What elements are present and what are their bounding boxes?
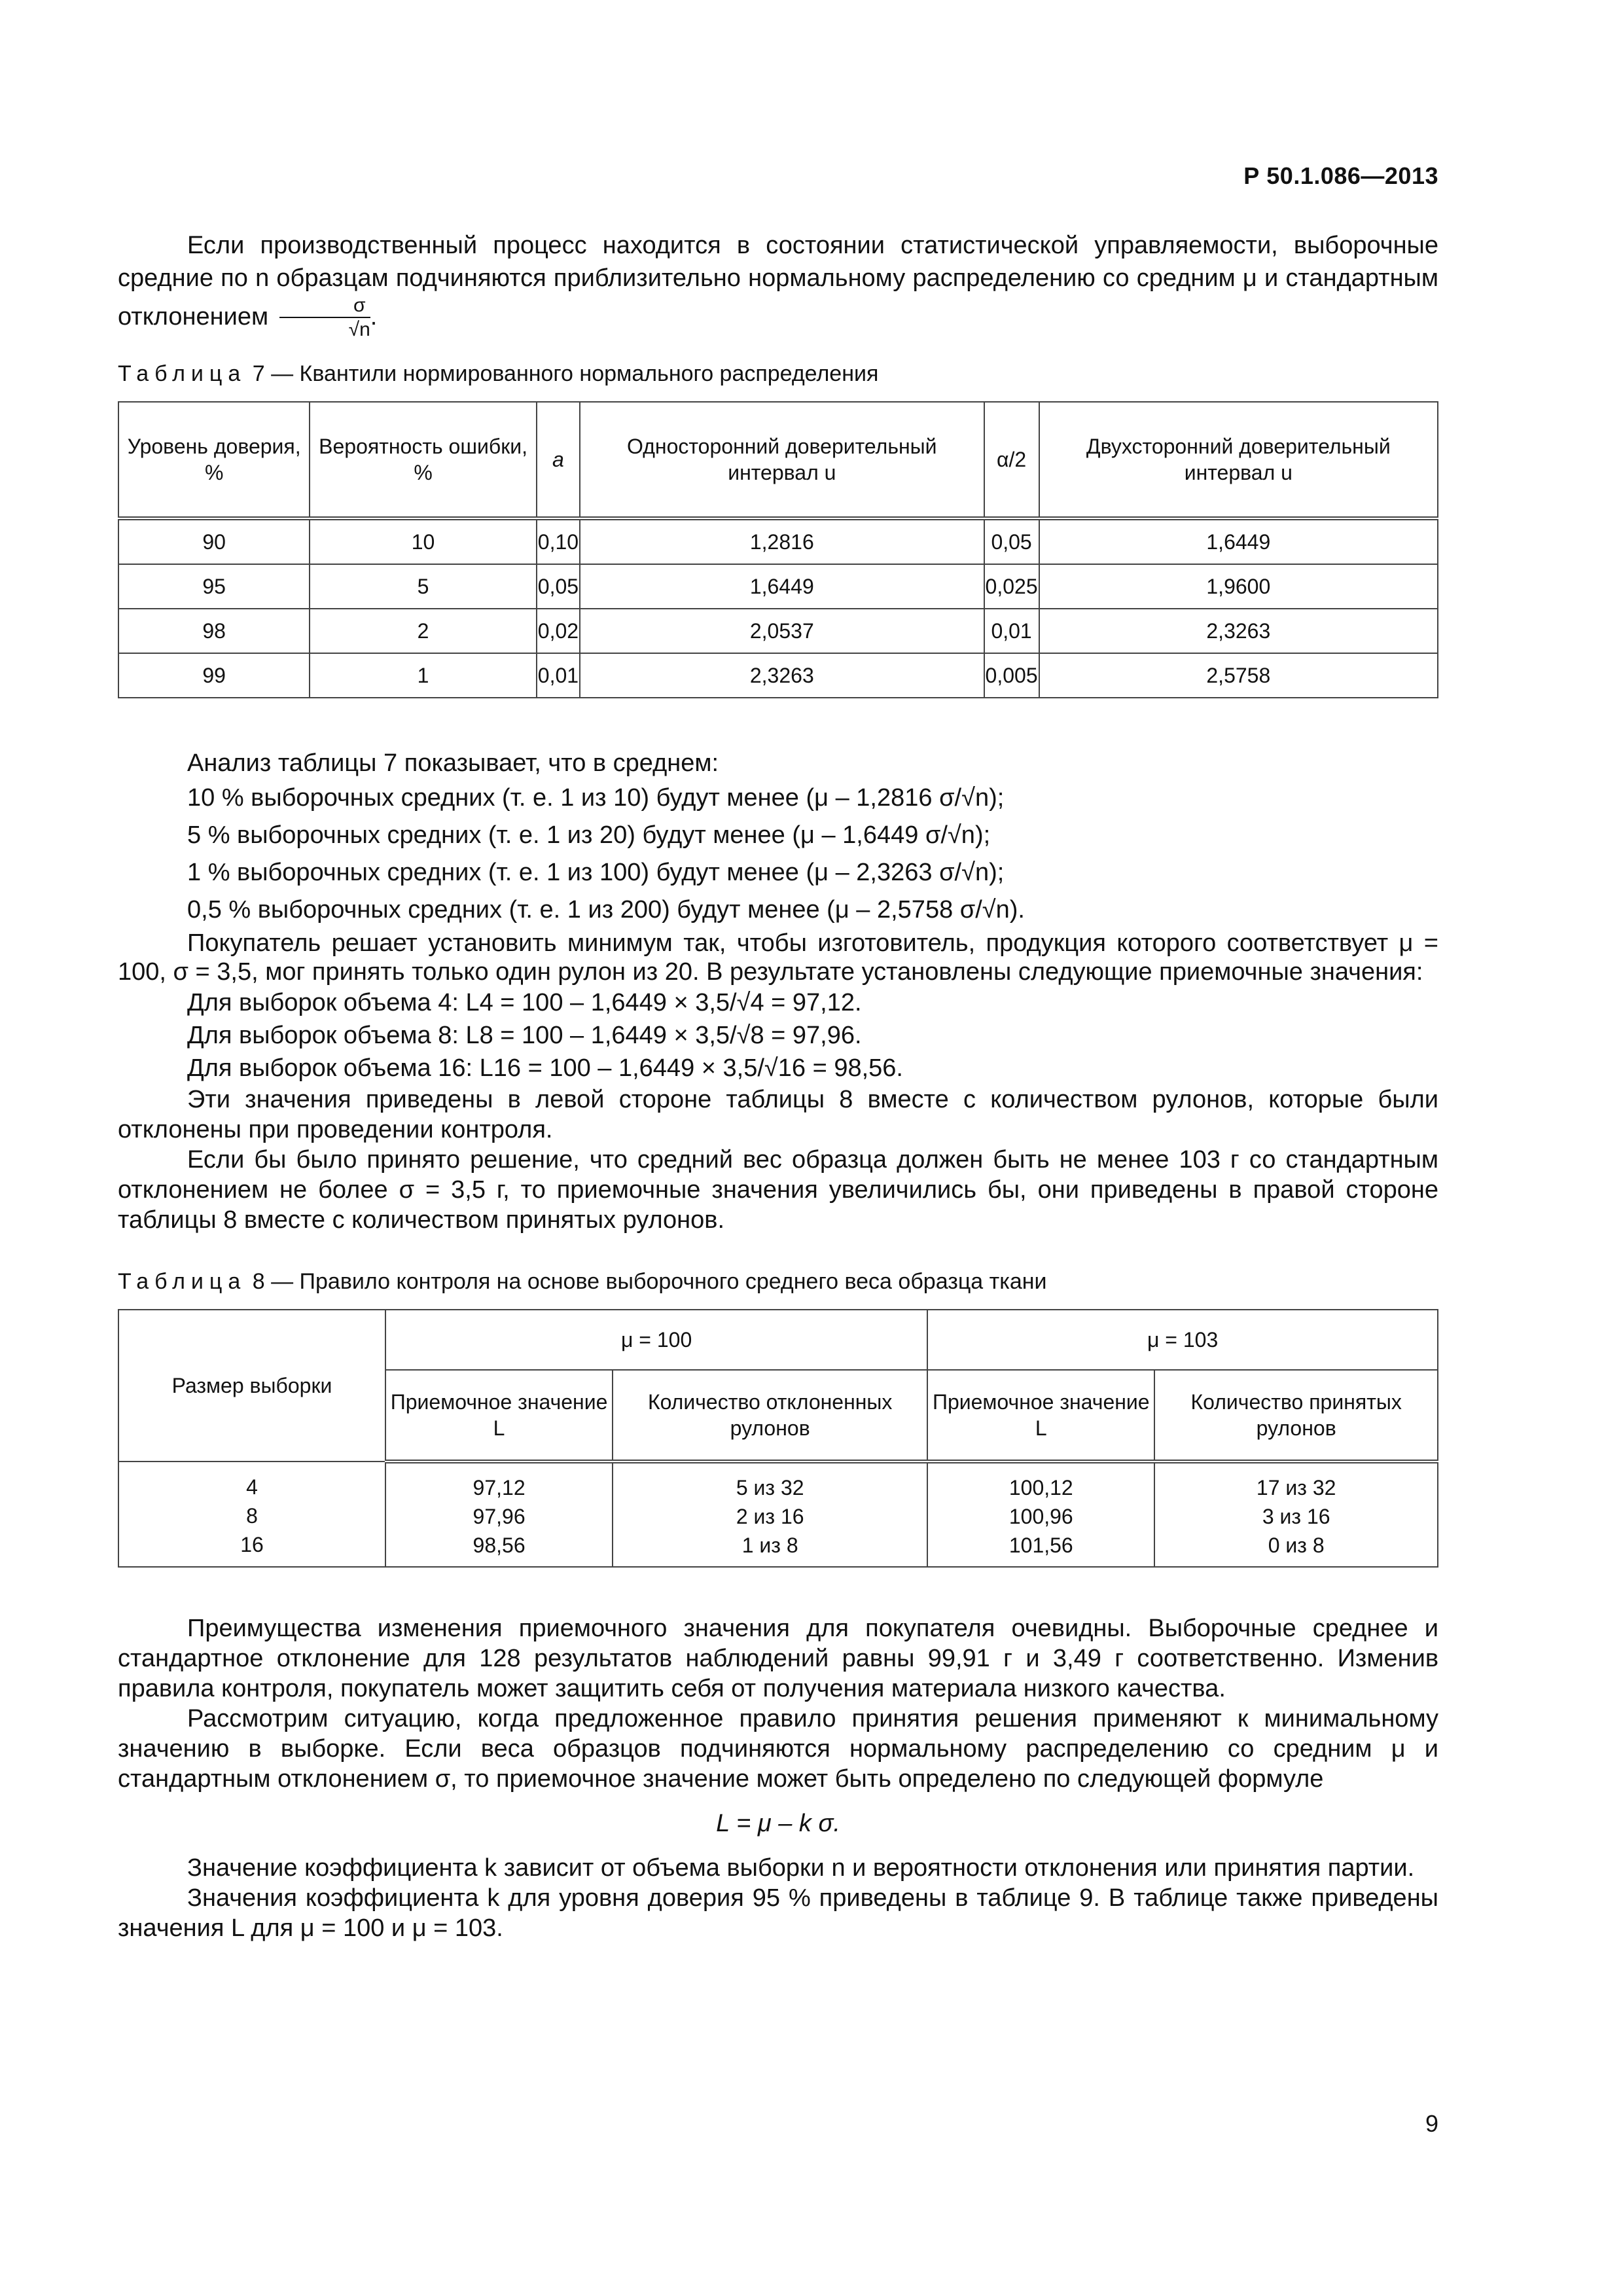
min-value-paragraph: Рассмотрим ситуацию, когда предложенное правило принятия решения применяют к минимальному значению в выборке. Если веса образцов подчиняются нормальному распределению со средним μ и стандартным отклонением σ, то приемочное значение может быть определено по следующей формуле xyxy=(118,1705,1438,1793)
table7-header-1: Вероятность ошибки, % xyxy=(310,402,536,518)
table-8 xyxy=(118,1309,1438,1568)
table9-ref-paragraph: Значения коэффициента k для уровня доверия 95 % приведены в таблице 9. В таблице также приведены значения L для μ = 100 и μ = 103. xyxy=(118,1884,1438,1942)
table-cell: 97,96 xyxy=(473,1505,526,1528)
table-cell: 98,56 xyxy=(473,1534,526,1557)
analysis-line: 10 % выборочных средних (т. е. 1 из 10) будут менее (μ – 1,2816 σ/√n); xyxy=(187,784,1005,812)
table-cell: 0,005 xyxy=(984,653,1039,698)
table-cell: 99 xyxy=(118,653,310,698)
sample-size-line: Для выборок объема 8: L8 = 100 – 1,6449 × 3,5/√8 = 97,96. xyxy=(187,1022,862,1049)
coef-paragraph: Значение коэффициента k зависит от объема выборки n и вероятности отклонения или принятия партии. xyxy=(187,1854,1415,1882)
sigma-over-root-n: $\frac{\sigma}{√n}$ xyxy=(279,295,370,342)
buyer-paragraph: Покупатель решает установить минимум так, чтобы изготовитель, продукция которого соответствует μ = 100, σ = 3,5, мог принять только один рулон из 20. В результате установлены следующие приемочные значения: xyxy=(118,929,1438,986)
analysis-line: 5 % выборочных средних (т. е. 1 из 20) будут менее (μ – 1,6449 σ/√n); xyxy=(187,821,991,849)
table-cell: 98 xyxy=(118,609,310,653)
sample-size-line: Для выборок объема 4: L4 = 100 – 1,6449 × 3,5/√4 = 97,12. xyxy=(187,989,862,1016)
analysis-line: 1 % выборочных средних (т. е. 1 из 100) будут менее (μ – 2,3263 σ/√n); xyxy=(187,859,1005,886)
table-cell: 10 xyxy=(310,518,536,564)
table7-header-5: Двухсторонний доверительный интервал u xyxy=(1039,402,1438,518)
table-cell: 2 xyxy=(310,609,536,653)
col-sample-size: Размер выборки xyxy=(118,1310,385,1462)
analysis-intro: Анализ таблицы 7 показывает, что в среднем: xyxy=(187,749,719,777)
group-mu-103: μ = 103 xyxy=(927,1310,1438,1370)
table-cell: 97,12 xyxy=(473,1476,526,1499)
table-row xyxy=(118,653,1438,698)
table-cell: 0,10 xyxy=(537,518,580,564)
table7-header-0: Уровень доверия, % xyxy=(118,402,310,518)
table-cell: 1,6449 xyxy=(580,564,984,609)
table-cell: 4 xyxy=(246,1475,258,1499)
table-row xyxy=(118,518,1438,564)
table-cell: 2,5758 xyxy=(1039,653,1438,698)
table-cell: 2 из 16 xyxy=(736,1505,804,1528)
table-row xyxy=(118,564,1438,609)
table8-subheader-2: Приемочное значение L xyxy=(927,1370,1154,1462)
doc-number: Р 50.1.086—2013 xyxy=(1243,162,1438,189)
table8-column-4 xyxy=(1154,1462,1438,1567)
table7-header-4: α/2 xyxy=(984,402,1039,518)
table-cell: 0,05 xyxy=(984,518,1039,564)
table-cell: 95 xyxy=(118,564,310,609)
page-content xyxy=(118,229,1438,1943)
table-row xyxy=(118,609,1438,653)
table-cell: 101,56 xyxy=(1008,1534,1073,1557)
table-cell: 0,01 xyxy=(984,609,1039,653)
sample-size-line: Для выборок объема 16: L16 = 100 – 1,6449 × 3,5/√16 = 98,56. xyxy=(187,1054,903,1082)
table7-header-3: Односторонний доверительный интервал u xyxy=(580,402,984,518)
group-mu-100: μ = 100 xyxy=(385,1310,927,1370)
table-7 xyxy=(118,401,1438,698)
analysis-line: 0,5 % выборочных средних (т. е. 1 из 200) будут менее (μ – 2,5758 σ/√n). xyxy=(187,896,1025,924)
page-number: 9 xyxy=(1425,2110,1438,2137)
table-cell: 5 xyxy=(310,564,536,609)
table8-caption: Таблица 8 — Правило контроля на основе выборочного среднего веса образца ткани xyxy=(118,1269,1047,1294)
table-cell: 100,12 xyxy=(1008,1476,1073,1499)
table8-column-0 xyxy=(118,1462,385,1567)
table-cell: 1 из 8 xyxy=(741,1534,798,1557)
table8-subheader-1: Количество отклоненных рулонов xyxy=(613,1370,927,1462)
table-cell: 17 из 32 xyxy=(1256,1476,1336,1499)
advantages-paragraph: Преимущества изменения приемочного значения для покупателя очевидны. Выборочные среднее и стандартное отклонение для 128 результатов наблюдений равны 99,91 г и 3,49 г соответственно. Изменив правила контроля, покупатель может защитить себя от получения материала низкого качества. xyxy=(118,1615,1438,1702)
table-cell: 1,9600 xyxy=(1039,564,1438,609)
table-cell: 1,2816 xyxy=(580,518,984,564)
intro-text: Если производственный процесс находится в состоянии статистической управляемости, выборочные средние по n образцам подчиняются приблизительно нормальному распределению со средним μ и стандартным отклонением xyxy=(118,232,1438,331)
table8-subheader-0: Приемочное значение L xyxy=(385,1370,613,1462)
table-cell: 5 из 32 xyxy=(736,1476,804,1499)
table8-column-3 xyxy=(927,1462,1154,1567)
formula: L = μ – k σ. xyxy=(716,1810,840,1837)
table8-column-1 xyxy=(385,1462,613,1567)
table8-column-2 xyxy=(613,1462,927,1567)
table-cell: 0,025 xyxy=(984,564,1039,609)
table7-caption: Таблица 7 — Квантили нормированного нормального распределения xyxy=(118,361,879,386)
intro-paragraph: Если производственный процесс находится в состоянии статистической управляемости, выборочные средние по n образцам подчиняются приблизительно нормальному распределению со средним μ и стандартным отклонением $\frac{\sigma}{√n}$ . xyxy=(118,232,1438,340)
table7-header-2: a xyxy=(537,402,580,518)
table-cell: 100,96 xyxy=(1008,1505,1073,1528)
table-cell: 1,6449 xyxy=(1039,518,1438,564)
table-cell: 0,01 xyxy=(537,653,580,698)
table-cell: 2,3263 xyxy=(580,653,984,698)
left-side-paragraph: Эти значения приведены в левой стороне таблицы 8 вместе с количеством рулонов, которые были отклонены при проведении контроля. xyxy=(118,1086,1438,1143)
table-cell: 0,02 xyxy=(537,609,580,653)
table8-subheader-3: Количество принятых рулонов xyxy=(1154,1370,1438,1462)
table-cell: 2,3263 xyxy=(1039,609,1438,653)
table-cell: 0 из 8 xyxy=(1268,1534,1325,1557)
table-cell: 0,05 xyxy=(537,564,580,609)
table-cell: 2,0537 xyxy=(580,609,984,653)
table-cell: 90 xyxy=(118,518,310,564)
table-cell: 3 из 16 xyxy=(1262,1505,1330,1528)
right-side-paragraph: Если бы было принято решение, что средний вес образца должен быть не менее 103 г со стандартным отклонением не более σ = 3,5 г, то приемочные значения увеличились бы, они приведены в правой стороне таблицы 8 вместе с количеством принятых рулонов. xyxy=(118,1146,1438,1234)
table-cell: 1 xyxy=(310,653,536,698)
table-cell: 16 xyxy=(240,1533,264,1556)
table-cell: 8 xyxy=(246,1504,258,1528)
